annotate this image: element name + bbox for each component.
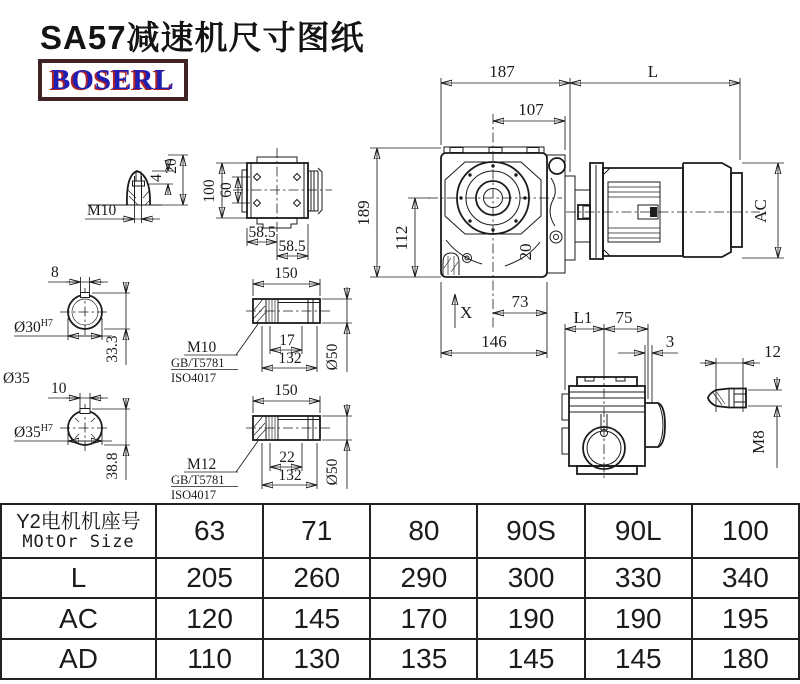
table-cell: 110 — [155, 638, 262, 678]
table-cell: 290 — [369, 557, 476, 597]
topview-dim-58a: 58.5 — [248, 224, 276, 241]
table-cell: 120 — [155, 597, 262, 638]
sideview-dim-L1: L1 — [573, 308, 593, 327]
motor-size-table — [0, 503, 800, 680]
table-row-label-L: L — [2, 557, 155, 597]
table-cell: 195 — [691, 597, 798, 638]
bore1-keyway-dim: 8 — [51, 264, 59, 281]
table-cell: 340 — [691, 557, 798, 597]
gearbox-side-view — [562, 308, 678, 480]
shaft1-len-dim: 150 — [274, 265, 298, 282]
shaft-dia-label: Ø35 — [3, 370, 30, 387]
shaft1-thread-label: M10 — [187, 339, 217, 356]
table-cell: 190 — [476, 597, 583, 638]
bore1-dia-label: $Ø30^{H7}$ — [14, 318, 53, 336]
dim-189: 189 — [354, 200, 373, 226]
table-cell: 145 — [584, 638, 691, 678]
table-col-header: 90L — [584, 505, 691, 557]
shaft2-std1-label: GB/T5781 — [171, 473, 225, 487]
bore-detail-2 — [14, 380, 130, 480]
bolt-detail — [700, 342, 782, 468]
table-row-label-AD: AD — [2, 638, 155, 678]
table-cell: 145 — [262, 597, 369, 638]
table-col-header: 90S — [476, 505, 583, 557]
axis-mark-x: X — [460, 303, 473, 322]
topview-dim-60: 60 — [218, 182, 235, 198]
table-row-label-AC: AC — [2, 597, 155, 638]
table-cell: 205 — [155, 557, 262, 597]
table-cell: 300 — [476, 557, 583, 597]
shaft2-std2-label: ISO4017 — [171, 488, 217, 502]
table-col-header: 63 — [155, 505, 262, 557]
shaft-view-1 — [171, 265, 352, 385]
shaft2-usable-dim: 132 — [278, 467, 302, 484]
flange-top-view — [201, 148, 332, 260]
shaft1-usable-dim: 132 — [278, 350, 302, 367]
dim-20: 20 — [516, 243, 535, 261]
shaft1-dia-dim: Ø50 — [324, 343, 341, 371]
dim-73: 73 — [511, 292, 529, 311]
dim-L: L — [647, 62, 659, 81]
dim-112: 112 — [392, 225, 411, 251]
bore2-depth-dim: 38.8 — [104, 452, 121, 480]
table-cell: 130 — [262, 638, 369, 678]
table-header-cn: Y2电机机座号 — [16, 510, 141, 533]
table-header-en: MOtOr Size — [22, 531, 135, 552]
bolt-len-dim: 12 — [764, 342, 781, 361]
plug-dim-20: 20 — [163, 158, 180, 174]
shaft2-dia-dim: Ø50 — [324, 458, 341, 486]
main-front-view — [354, 62, 784, 358]
table-cell: 135 — [369, 638, 476, 678]
table-cell: 330 — [584, 557, 691, 597]
sideview-dim-3: 3 — [665, 332, 675, 351]
topview-dim-100: 100 — [201, 179, 218, 203]
shaft1-std1-label: GB/T5781 — [171, 356, 225, 370]
dim-146: 146 — [481, 332, 507, 351]
page-title: SA57减速机尺寸图纸 — [40, 19, 365, 56]
table-cell: 145 — [476, 638, 583, 678]
bore1-depth-dim: 33.3 — [104, 335, 121, 363]
table-cell: 190 — [584, 597, 691, 638]
bolt-thread-label: M8 — [749, 430, 768, 454]
plug-detail — [85, 155, 188, 223]
table-cell: 170 — [369, 597, 476, 638]
sideview-dim-75: 75 — [615, 308, 633, 327]
shaft2-len-dim: 150 — [274, 382, 298, 399]
table-cell: 260 — [262, 557, 369, 597]
shaft1-std2-label: ISO4017 — [171, 371, 217, 385]
table-header-motor-size — [2, 505, 155, 557]
bore2-dia-label: $Ø35^{H7}$ — [14, 423, 53, 441]
boserl-logo-text: BOSERL — [51, 63, 175, 96]
table-cell: 180 — [691, 638, 798, 678]
dim-AC: AC — [751, 199, 770, 223]
bore-detail-1 — [3, 264, 130, 387]
bore2-keyway-dim: 10 — [51, 380, 67, 397]
shaft1-thread-len-dim: 17 — [279, 332, 295, 349]
plug-dim-4: 4 — [148, 174, 165, 182]
table-col-header: 80 — [369, 505, 476, 557]
plug-thread-label: M10 — [87, 202, 117, 219]
shaft2-thread-label: M12 — [187, 456, 217, 473]
shaft-view-2 — [171, 382, 352, 502]
dim-107: 107 — [518, 100, 544, 119]
table-col-header: 100 — [691, 505, 798, 557]
shaft2-thread-len-dim: 22 — [279, 449, 295, 466]
table-col-header: 71 — [262, 505, 369, 557]
topview-dim-58b: 58.5 — [278, 238, 306, 255]
dim-187: 187 — [489, 62, 515, 81]
